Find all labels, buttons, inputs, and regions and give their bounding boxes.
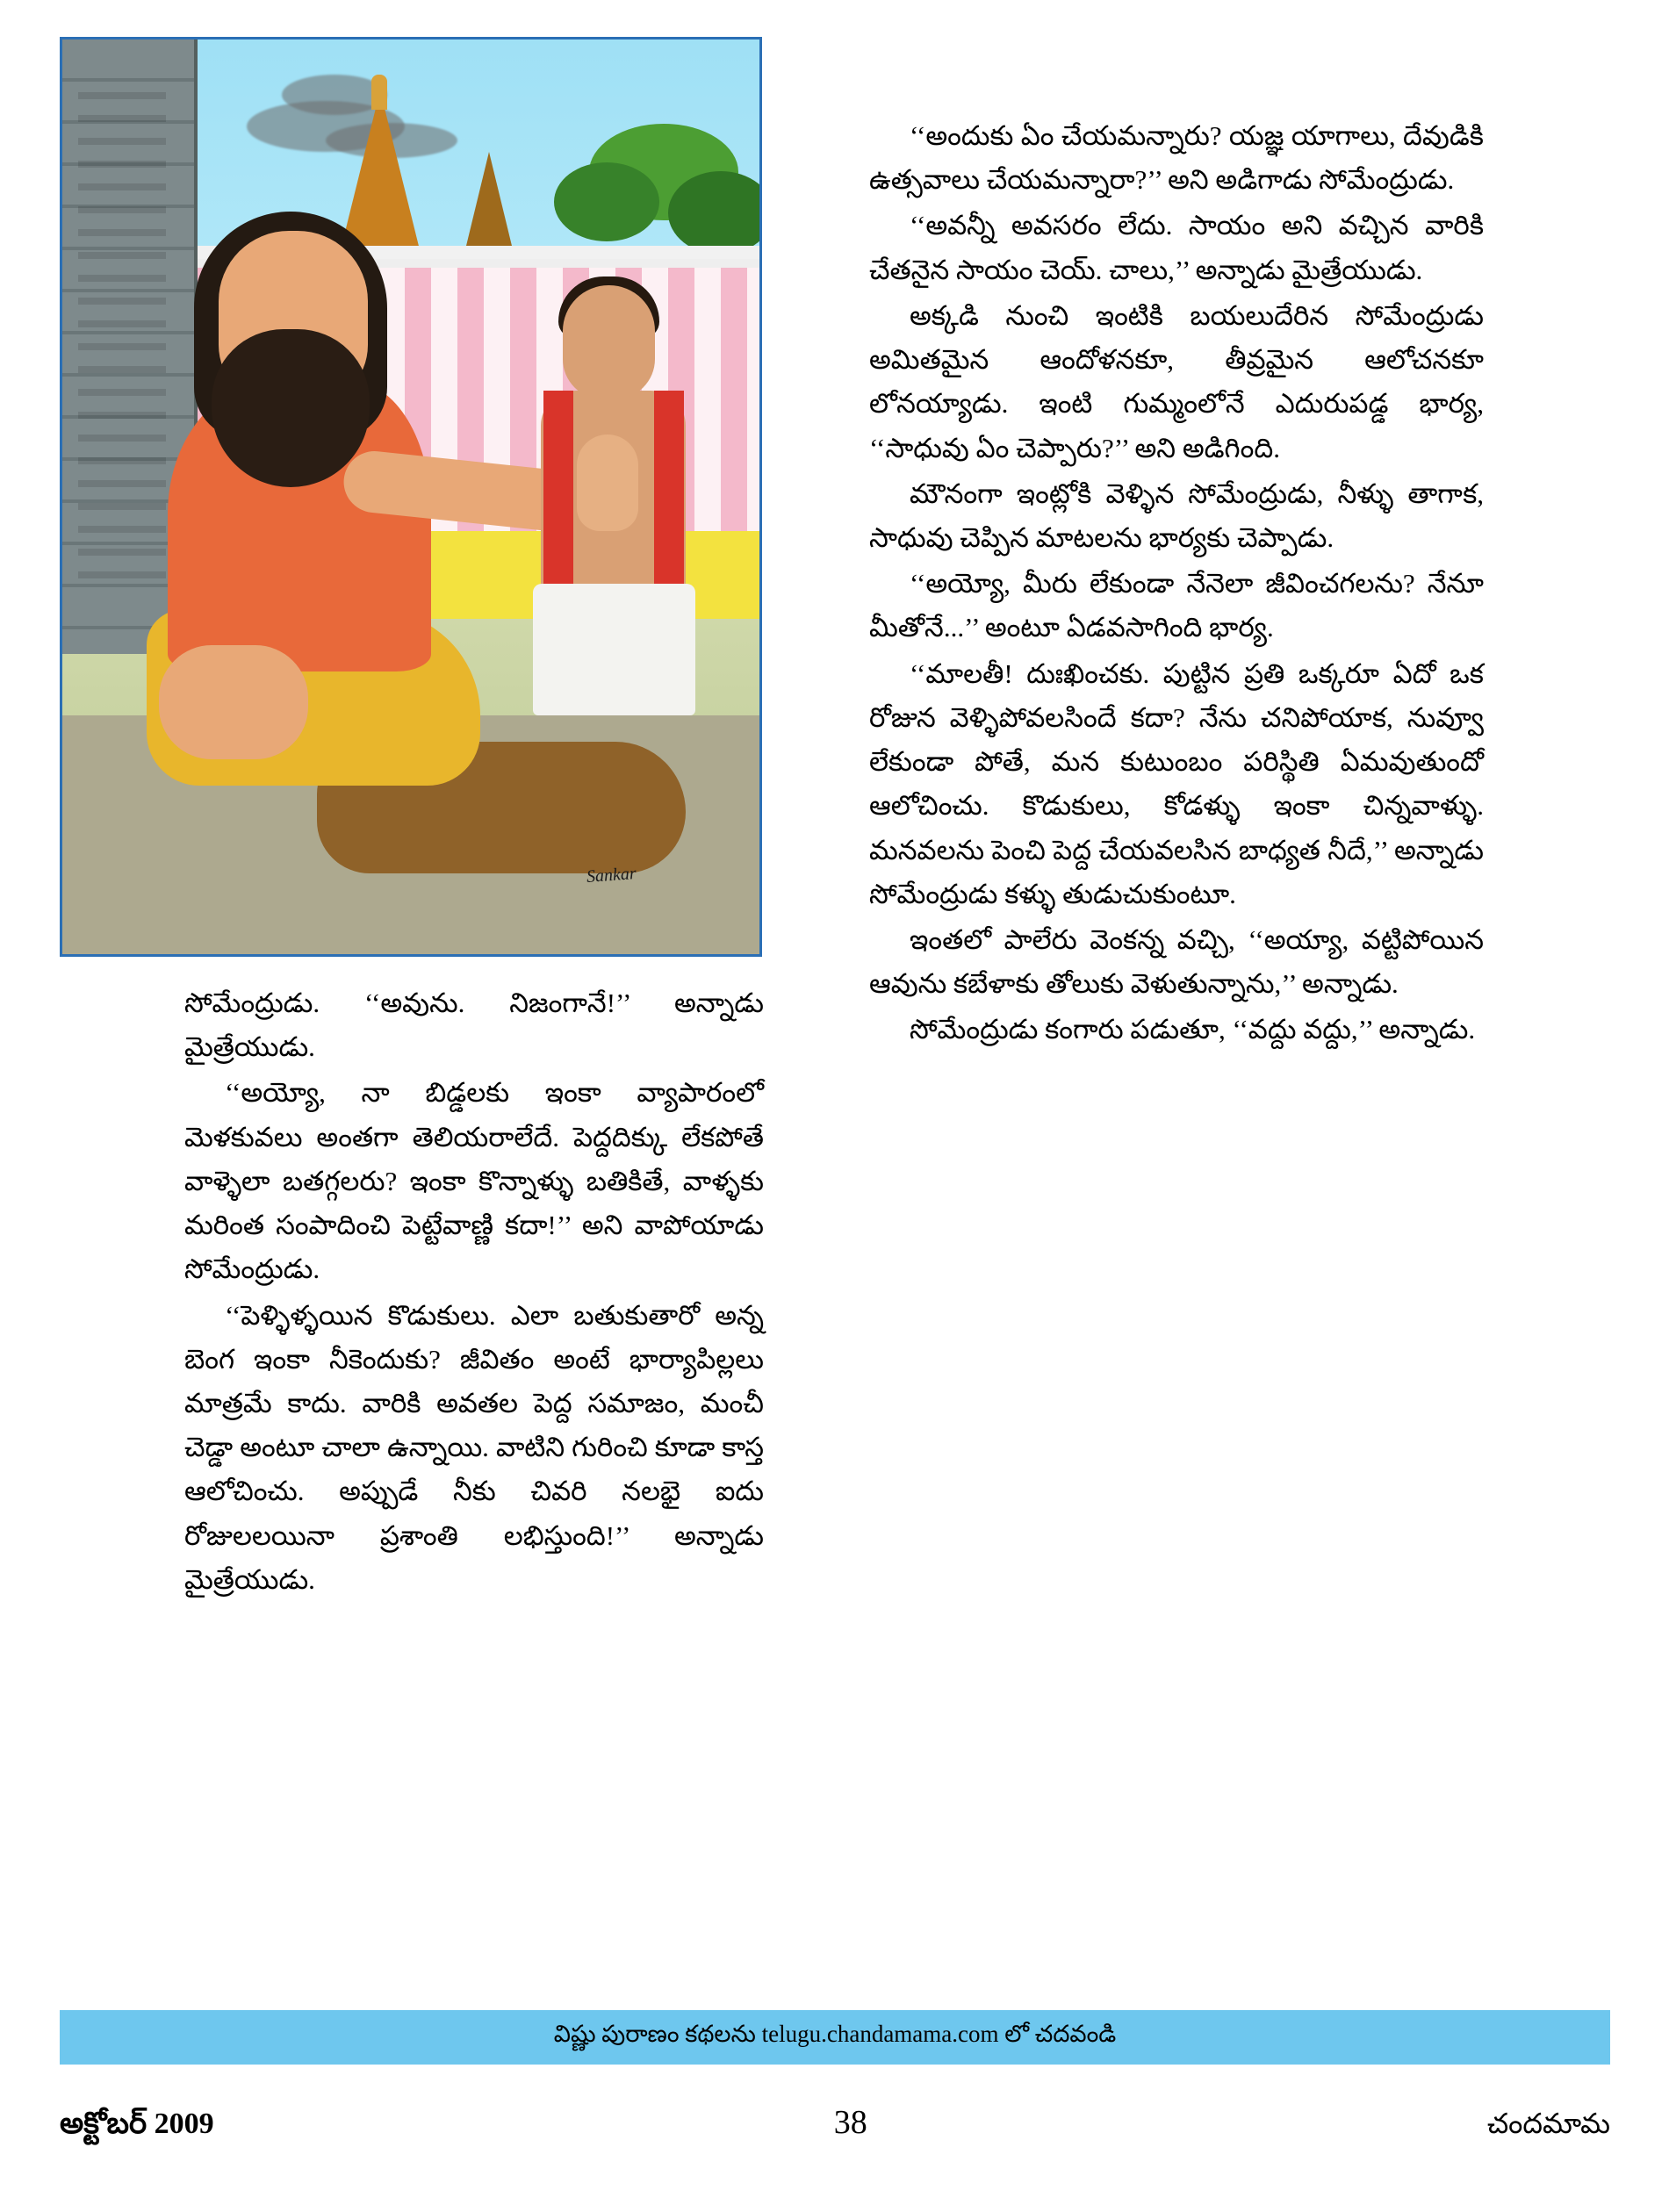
temple-finial-icon	[371, 75, 387, 110]
tree-icon	[554, 162, 659, 241]
paragraph: మౌనంగా ఇంట్లోకి వెళ్ళిన సోమేంద్రుడు, నీళ్ళు తాగాక, సాధువు చెప్పిన మాటలను భార్యకు చెప్పాడు.	[869, 478, 1484, 553]
story-illustration	[60, 37, 762, 957]
paragraph: ‘‘మాలతీ! దుఃఖించకు. పుట్టిన ప్రతి ఒక్కరూ ఏదో ఒక రోజున వెళ్ళిపోవలసిందే కదా? నేను చనిపోయాక, నువ్వూ లేకుండా పోతే, మన కుటుంబం పరిస్థితి ఏమవుతుందో ఆలోచించు. కొడుకులు, కోడళ్ళు ఇంకా చిన్నవాళ్ళు. మనవలను పెంచి పెద్ద చేయవలసిన బాధ్యత నీదే,’’ అన్నాడు సోమేంద్రుడు కళ్ళు తుడుచుకుంటూ.	[869, 657, 1484, 909]
paragraph: ‘‘అందుకు ఏం చేయమన్నారు? యజ్ఞ యాగాలు, దేవుడికి ఉత్సవాలు చేయమన్నారా?’’ అని అడిగాడు సోమేంద్రుడు.	[869, 120, 1484, 196]
publication-name: చందమామ	[1486, 2108, 1610, 2139]
visitor-folded-hands	[577, 434, 638, 531]
paragraph: ‘‘అయ్యో, మీరు లేకుండా నేనెలా జీవించగలను? నేనూ మీతోనే...’’ అంటూ ఏడవసాగింది భార్య.	[869, 568, 1484, 643]
page-footer	[60, 2103, 1610, 2148]
paragraph: సోమేంద్రుడు కంగారు పడుతూ, ‘‘వద్దు వద్దు,’’ అన్నాడు.	[910, 1014, 1476, 1045]
sage-beard	[212, 329, 370, 487]
artist-signature: Sankar	[586, 864, 637, 887]
paragraph: ‘‘అవన్నీ అవసరం లేదు. సాయం అని వచ్చిన వారికి చేతనైన సాయం చెయ్. చాలు,’’ అన్నాడు మైత్రేయుడు.	[869, 210, 1484, 285]
sage-leg	[159, 645, 308, 759]
visitor-head	[563, 285, 655, 399]
issue-date: అక్టోబర్ 2009	[60, 2108, 214, 2140]
banner-text: విష్ణు పురాణం కథలను telugu.chandamama.com లో చదవండి	[553, 2021, 1117, 2047]
visitor-dhoti	[533, 584, 695, 715]
right-text-column	[869, 114, 1484, 1054]
paragraph: ‘‘పెళ్ళిళ్ళయిన కొడుకులు. ఎలా బతుకుతారో అన్న బెంగ ఇంకా నీకెందుకు? జీవితం అంటే భార్యాపిల్లలు మాత్రమే కాదు. వారికి అవతల పెద్ద సమాజం, మంచీ చెడ్డా అంటూ చాలా ఉన్నాయి. వాటిని గురించి కూడా కాస్త ఆలోచించు. అప్పుడే నీకు చివరి నలభై ఐదు రోజులలయినా ప్రశాంతి లభిస్తుంది!’’ అన్నాడు మైత్రేయుడు.	[184, 1299, 764, 1595]
page-number: 38	[833, 2104, 867, 2141]
paragraph: అక్కడి నుంచి ఇంటికి బయలుదేరిన సోమేంద్రుడు అమితమైన ఆందోళనకూ, తీవ్రమైన ఆలోచనకూ లోనయ్యాడు. ఇంటి గుమ్మంలోనే ఎదురుపడ్డ భార్య, ‘‘సాధువు ఏం చెప్పారు?’’ అని అడిగింది.	[869, 299, 1484, 463]
paragraph: ‘‘అయ్యో, నా బిడ్డలకు ఇంకా వ్యాపారంలో మెళకువలు అంతగా తెలియరాలేదే. పెద్దదిక్కు లేకపోతే వాళ్ళెలా బతగ్గలరు? ఇంకా కొన్నాళ్ళు బతికితే, వాళ్ళకు మరింత సంపాదించి పెట్టేవాణ్ణి కదా!’’ అని వాపోయాడు సోమేంద్రుడు.	[184, 1077, 764, 1285]
website-promo-banner	[60, 2010, 1610, 2065]
paragraph: ఇంతలో పాలేరు వెంకన్న వచ్చి, ‘‘అయ్యా, వట్టిపోయిన ఆవును కబేళాకు తోలుకు వెళుతున్నాను,’’ అన్నాడు.	[869, 923, 1484, 1000]
left-text-column	[184, 981, 764, 1604]
paragraph: సోమేంద్రుడు. ‘‘అవును. నిజంగానే!’’ అన్నాడు మైత్రేయుడు.	[184, 988, 764, 1063]
